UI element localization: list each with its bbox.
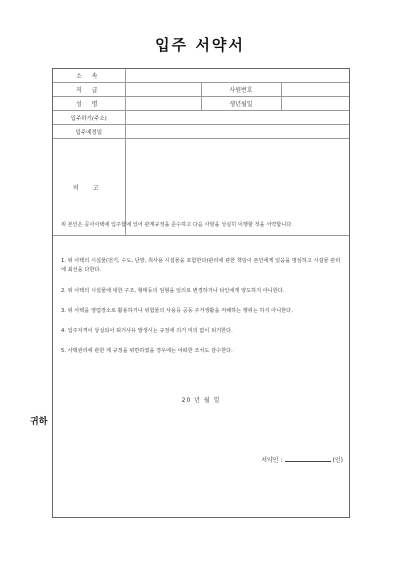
remarks-label: 비 고: [53, 139, 125, 236]
address-label: 입주하기(주소): [53, 111, 125, 125]
table-row: [53, 111, 349, 125]
affiliation-field[interactable]: [125, 69, 349, 83]
pledge-form: [52, 68, 350, 518]
position-field[interactable]: [125, 83, 201, 97]
pledge-item-1: 1. 위 사택의 시설물(전기, 수도, 난방, 취사용 시설물을 포함한다)관리에 관한 책임이 본인에게 있음을 명심하고 시설물 관리에 최선을 다한다.: [61, 258, 341, 273]
table-row: [53, 97, 349, 111]
affiliation-label: 소 속: [53, 69, 125, 83]
employee-no-field[interactable]: [281, 83, 349, 97]
signature-field[interactable]: [285, 456, 331, 462]
addressee: 귀하: [30, 417, 48, 427]
table-row: [53, 83, 349, 97]
document-title: 입주 서약서: [155, 36, 245, 54]
address-field[interactable]: [125, 111, 349, 125]
pledge-intro: 위 본인은 공사사택에 입주함에 있어 관계규정을 준수하고 다음 사항을 성실히 이행할 것을 서약합니다.: [61, 222, 293, 228]
signature-line: [261, 455, 343, 464]
table-row: [53, 125, 349, 139]
birthdate-label: 생년월일: [201, 97, 281, 111]
pledge-item-5: 5. 사택관리에 관한 제 규정을 위반하였을 경우에는 어떠한 조치도 감수한다.: [61, 348, 233, 354]
name-label: 성 명: [53, 97, 125, 111]
employee-no-label: 사원번호: [201, 83, 281, 97]
signature-label: 서약인 :: [261, 457, 283, 464]
table-row: [53, 69, 349, 83]
birthdate-field[interactable]: [281, 97, 349, 111]
move-in-date-field[interactable]: [125, 125, 349, 139]
info-table: [53, 69, 349, 236]
seal-mark: (인): [332, 457, 343, 464]
pledge-item-3: 3. 위 사택을 영업장소로 활용하거나 위험물의 사용등 공동 주거생활을 저해하는 행위는 하지 아니한다.: [61, 308, 293, 314]
pledge-item-2: 2. 위 사택의 시설물에 대한 구조, 형태등의 임형을 임의로 변경하거나 타인에게 양도하지 아니한다.: [61, 288, 285, 294]
name-field[interactable]: [125, 97, 201, 111]
position-label: 직 급: [53, 83, 125, 97]
date-line: 20 년 월 일: [181, 397, 221, 404]
pledge-item-4: 4. 입주자격이 상실되어 퇴거사유 발생시는 규정에 의거 미의 없이 퇴거한다.: [61, 328, 233, 334]
move-in-date-label: 입주예정일: [53, 125, 125, 139]
